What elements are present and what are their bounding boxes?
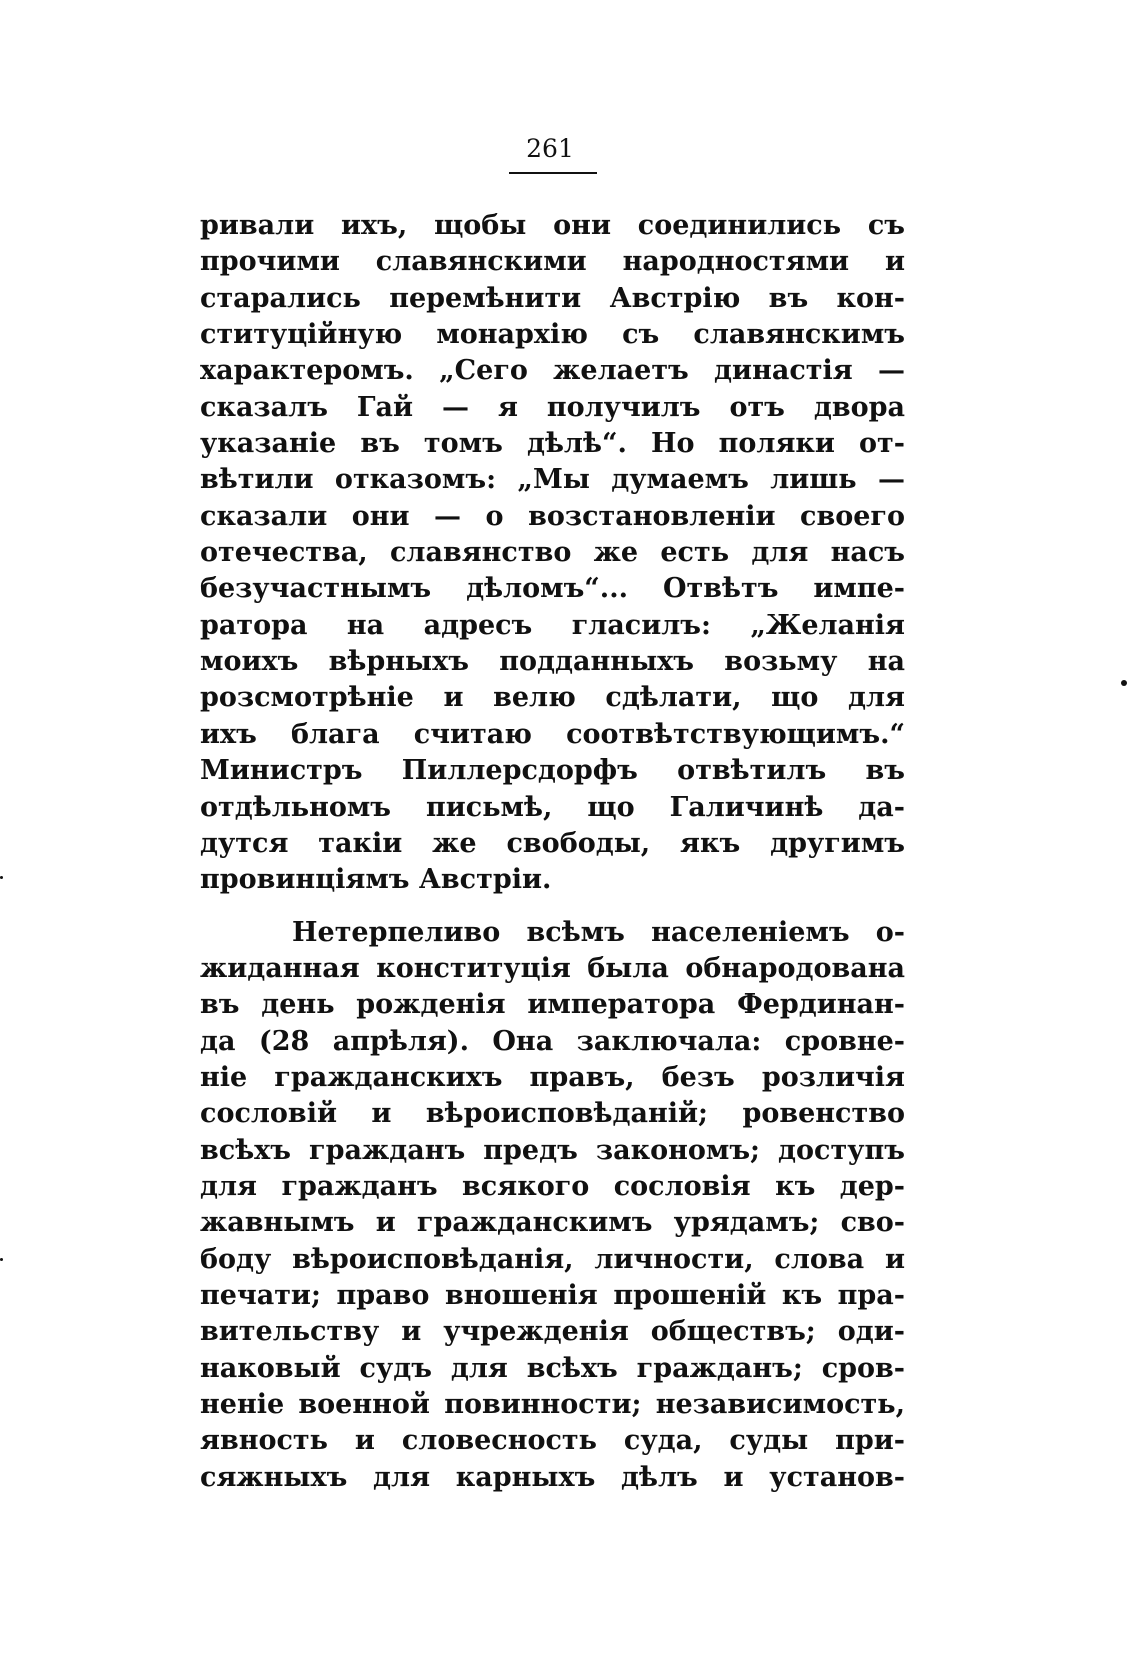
text-line: жиданная конституція была обнародована [200, 952, 905, 984]
text-line: да (28 апрѣля). Она заключала: сровне- [200, 1025, 905, 1057]
ink-speck [1121, 680, 1127, 686]
text-line: провинціямъ Австріи. [200, 864, 552, 896]
text-line: безучастнымъ дѣломъ“... Отвѣтъ импе- [200, 573, 905, 605]
text-line: ратора на адресъ гласилъ: „Желанія [200, 609, 905, 641]
paragraph-spacer [200, 899, 905, 915]
text-line: Нетерпеливо всѣмъ населеніемъ о- [292, 916, 905, 948]
page-number: 261 [526, 134, 574, 163]
text-line: сказали они — о возстановленіи своего [200, 500, 905, 532]
text-line: явность и словесность суда, суды при- [200, 1425, 905, 1457]
ink-speck [0, 1258, 3, 1261]
text-line: въ день рожденія императора Фердинан- [200, 989, 905, 1021]
text-line: прочими славянскими народностями и [200, 246, 905, 278]
text-line: сословій и вѣроисповѣданій; ровенство [200, 1098, 905, 1130]
text-line: жавнымъ и гражданскимъ урядамъ; сво- [200, 1207, 905, 1239]
text-line: отдѣльномъ письмѣ, що Галичинѣ да- [200, 791, 905, 823]
text-line: отечества, славянство же есть для насъ [200, 537, 905, 569]
text-line: моихъ вѣрныхъ подданныхъ возьму на [200, 646, 905, 678]
text-line: вѣтили отказомъ: „Мы думаемъ лишь — [200, 464, 905, 496]
paragraph-2 [200, 915, 905, 1497]
body-text [200, 208, 905, 1496]
text-line: розсмотрѣніе и велю сдѣлати, що для [200, 682, 905, 714]
text-line: боду вѣроисповѣданія, личности, слова и [200, 1243, 905, 1275]
text-line: неніе военной повинности; независимость, [200, 1389, 905, 1420]
text-line: старались перемѣнити Австрію въ кон- [200, 282, 905, 314]
text-line: Министръ Пиллерсдорфъ отвѣтилъ въ [200, 755, 905, 787]
text-line: наковый судъ для всѣхъ гражданъ; сров- [200, 1352, 905, 1384]
paragraph-1 [200, 208, 905, 899]
text-line: для гражданъ всякого сословія къ дер- [200, 1170, 905, 1202]
text-line: характеромъ. „Сего желаетъ династія — [200, 355, 905, 387]
ink-speck [0, 876, 3, 879]
text-line: ституційную монархію съ славянскимъ [200, 319, 905, 351]
text-line: сказалъ Гай — я получилъ отъ двора [200, 391, 905, 423]
text-line: всѣхъ гражданъ предъ закономъ; доступъ [200, 1134, 905, 1166]
page-number-underline [509, 172, 597, 174]
text-line: дутся такіи же свободы, якъ другимъ [200, 827, 905, 859]
text-line: указаніе въ томъ дѣлѣ“. Но поляки от- [200, 428, 905, 460]
text-line: сяжныхъ для карныхъ дѣлъ и установ- [200, 1461, 905, 1493]
text-line: ніе гражданскихъ правъ, безъ розличія [200, 1061, 905, 1093]
text-line: ривали ихъ, щобы они соединились съ [200, 210, 905, 241]
text-line: вительству и учрежденія обществъ; оди- [200, 1316, 905, 1348]
text-line: печати; право вношенія прошеній къ пра- [200, 1279, 905, 1311]
text-line: ихъ блага считаю соотвѣтствующимъ.“ [200, 718, 905, 750]
